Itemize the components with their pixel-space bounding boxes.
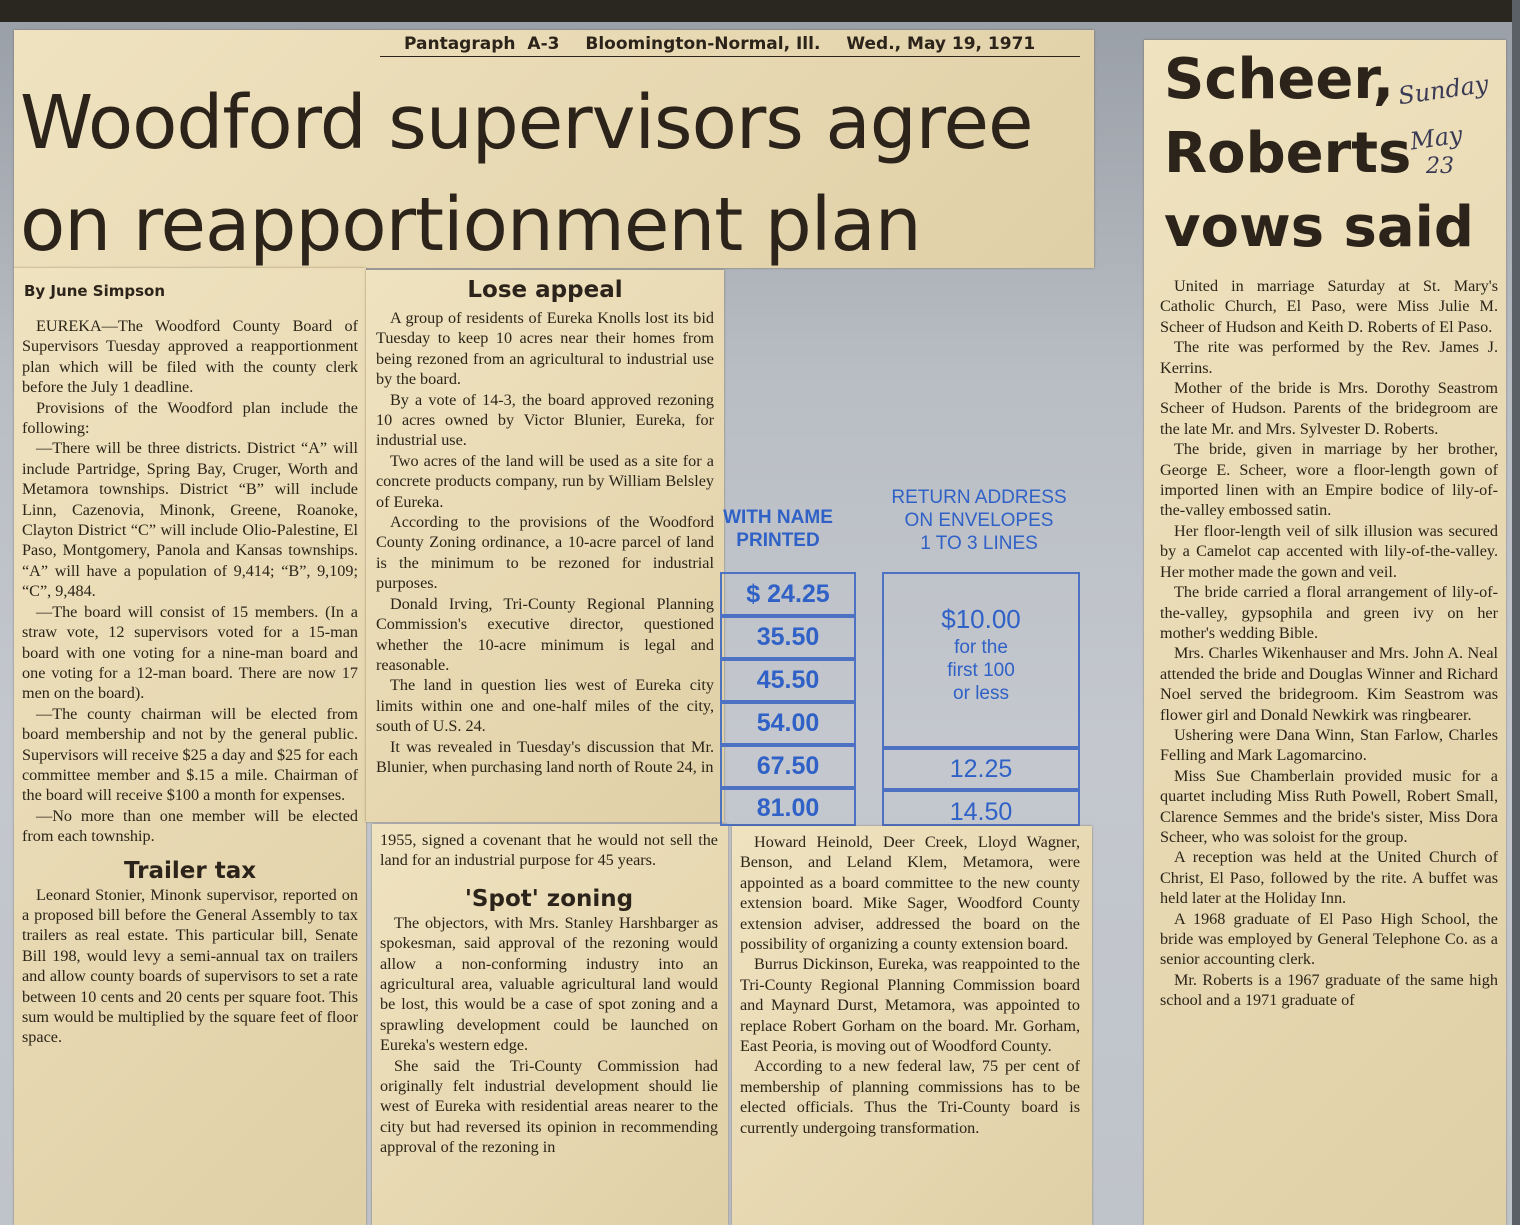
paragraph: A reception was held at the United Church of Christ, El Paso, followed by the rite. A buffet was held later at the Holiday Inn. (1160, 848, 1498, 908)
wedding-headline-line1: Scheer, (1164, 47, 1395, 112)
paragraph: The rite was performed by the Rev. James J. Kerrins. (1160, 338, 1498, 377)
paragraph: —The county chairman will be elected from board membership and not by the general public. Supervisors will receive $25 a day and $25 for each committee member and $.15 a mile. Chairman of the board will receive $100 a month for expenses. (22, 704, 358, 805)
ad-left-heading (718, 506, 838, 552)
main-headline-line1: Woodford supervisors agree (20, 80, 1033, 166)
paragraph: According to the provisions of the Woodford County Zoning ordinance, a 10-acre parcel of land is the minimum to be rezoned for industrial purposes. (376, 513, 714, 593)
ad-price: 54.00 (756, 709, 820, 737)
envelope-ad (724, 270, 1144, 826)
wedding-headline-line2: Roberts (1164, 121, 1412, 186)
byline: By June Simpson (24, 282, 165, 300)
ad-price-cell (720, 659, 856, 702)
paragraph: A 1968 graduate of El Paso High School, the bride was employed by General Telephone Co. as a senior accounting clerk. (1160, 909, 1498, 969)
ad-price-cell (720, 702, 856, 745)
ad-price-cell (882, 790, 1080, 826)
paragraph: EUREKA—The Woodford County Board of Supervisors Tuesday approved a reapportionment plan which will be filed with the county clerk before the July 1 deadline. (22, 317, 358, 397)
masthead-paper: Pantagraph (404, 34, 516, 54)
page-edge (1512, 0, 1520, 1225)
paragraph: The objectors, with Mrs. Stanley Harshbarger as spokesman, said approval of the rezoning would allow a non-conforming industry into an agricultural area, valuable agricultural land would be lost, this would be a case of spot zoning and a sprawling development could be launched on Eureka's western edge. (380, 913, 718, 1055)
ad-right-heading (874, 486, 1084, 555)
paragraph: —There will be three districts. District “A” will include Partridge, Spring Bay, Cruger, Worth and Metamora townships. District “B” will include Linn, Cazenovia, Minonk, Greene, Roanoke, Clayton District “C” will include Olio-Palestine, El Paso, Montgomery, Panola and Kansas townships. “A” will have a population of 9,414; “B”, 9,109; “C”, 9,484. (22, 439, 358, 601)
paragraph: Ushering were Dana Winn, Stan Farlow, Charles Felling and Mark Lagomarcino. (1160, 725, 1498, 765)
paragraph: A group of residents of Eureka Knolls lost its bid Tuesday to keep 10 acres near their homes from being rezoned from an agricultural to industrial use by the board. (376, 309, 714, 389)
wedding-text (1160, 276, 1498, 1011)
ad-left-heading-line2: PRINTED (736, 530, 820, 551)
ad-price: 12.25 (949, 754, 1013, 783)
paragraph: Burrus Dickinson, Eureka, was reappointed to the Tri-County Regional Planning Commission board and Maynard Durst, Metamora, was appointed to replace Robert Gorham on the board. Mr. Gorham, East Peoria, is moving out of Woodford County. (740, 955, 1080, 1056)
masthead-place: Bloomington-Normal, Ill. (585, 34, 821, 54)
ad-price-cell (720, 572, 856, 616)
ad-price: 81.00 (756, 794, 820, 822)
lose-appeal-text (376, 308, 714, 777)
ad-price-cell (720, 788, 856, 826)
ad-big-price-cell (882, 572, 1080, 748)
paragraph: Mrs. Charles Wikenhauser and Mrs. John A. Neal attended the bride and Douglas Winner and Richard Noel served the bridegroom. Kim Seastrom was flower girl and Donald Newkirk was ringbearer. (1160, 644, 1498, 724)
paragraph: Howard Heinold, Deer Creek, Lloyd Wagner, Benson, and Leland Klem, Metamora, were appointed as a board committee to the new county extension board. Mike Sager, Woodford County extension adviser, addressed the board on the possibility of organizing a county extension board. (740, 833, 1080, 954)
ad-left-heading-line1: WITH NAME (723, 507, 833, 528)
ad-price: 67.50 (756, 752, 820, 780)
ad-price: 35.50 (756, 623, 820, 651)
handwritten-note-date: 23 (1426, 154, 1454, 179)
ad-price: 14.50 (949, 798, 1013, 826)
paragraph: Provisions of the Woodford plan include the following: (22, 398, 358, 438)
ad-price: $ 24.25 (746, 579, 830, 608)
lose-appeal-subhead: Lose appeal (467, 277, 623, 303)
ad-right-heading-line2: ON ENVELOPES (904, 510, 1054, 531)
ad-big-price: $10.00 (941, 604, 1021, 634)
paragraph: Her floor-length veil of silk illusion was secured by a Camelot cap accented with lily-of-the-valley. Her mother made the gown and veil. (1160, 521, 1498, 581)
paragraph: The bride, given in marriage by her brother, George E. Scheer, wore a floor-length gown of imported linen with an Empire bodice of lily-of-the-valley embossed satin. (1160, 440, 1498, 520)
ad-right-heading-line3: 1 TO 3 LINES (920, 533, 1038, 554)
spot-zoning-text (380, 830, 718, 1158)
ad-price-cell (882, 748, 1080, 790)
paragraph: Mother of the bride is Mrs. Dorothy Seastrom Scheer of Hudson. Parents of the bridegroom are the late Mr. and Mrs. Sylvester D. Roberts. (1160, 379, 1498, 438)
handwritten-note-month: May (1408, 120, 1465, 156)
headline-clipping (14, 30, 1094, 268)
paragraph: —No more than one member will be elected from each township. (22, 806, 358, 846)
spot-zoning-clipping (372, 824, 728, 1225)
column-four-clipping (732, 826, 1092, 1225)
ad-big-line1: for the (954, 637, 1008, 658)
paragraph: Two acres of the land will be used as a site for a concrete products company, run by William Belsley of Eureka. (376, 451, 714, 511)
ad-right-heading-line1: RETURN ADDRESS (891, 487, 1067, 508)
paragraph: Donald Irving, Tri-County Regional Planning Commission's executive director, questioned whether the 10-acre minimum is legal and reasonable. (376, 594, 714, 674)
masthead-page: A-3 (527, 34, 560, 54)
wedding-clipping (1144, 40, 1506, 1225)
paragraph: It was revealed in Tuesday's discussion that Mr. Blunier, when purchasing land north of Route 24, in (376, 737, 714, 776)
paragraph: Mr. Roberts is a 1967 graduate of the same high school and a 1971 graduate of (1160, 970, 1498, 1010)
column-one-text (22, 316, 358, 1048)
paragraph: The land in question lies west of Eureka city limits within one and one-half miles of the city, south of U.S. 24. (376, 676, 714, 736)
paragraph: 1955, signed a covenant that he would not sell the land for an industrial purpose for 45 years. (380, 831, 718, 870)
column-one-clipping (14, 268, 366, 1225)
wedding-headline-line3: vows said (1164, 195, 1474, 260)
ad-price-cell (720, 745, 856, 788)
paragraph: The bride carried a floral arrangement of lily-of-the-valley, gypsophila and green ivy on her mother's wedding Bible. (1160, 583, 1498, 642)
ad-big-line3: or less (953, 683, 1009, 704)
paragraph: Miss Sue Chamberlain provided music for a quartet including Miss Ruth Powell, Robert Small, Clarence Semmes and the bride's sister, Miss Dora Scheer, who was soloist for the group. (1160, 766, 1498, 846)
paragraph: According to a new federal law, 75 per cent of membership of planning commissions has to be elected officials. Thus the Tri-County board is currently undergoing transformation. (740, 1057, 1080, 1137)
paragraph: She said the Tri-County Commission had originally felt industrial development should lie west of Eureka with residential areas nearer to the city but had reversed its opinion in recommending approval of the rezoning in (380, 1056, 718, 1157)
trailer-tax-subhead: Trailer tax (123, 857, 257, 884)
masthead (380, 34, 1080, 57)
main-headline-line2: on reapportionment plan (20, 182, 921, 268)
masthead-date: Wed., May 19, 1971 (846, 34, 1036, 54)
paragraph: —The board will consist of 15 members. (In a straw vote, 12 supervisors voted for a 15-man board with one voting for a nine-man board and one voting for a 12-man board. There are now 17 men on the board). (22, 602, 358, 703)
lose-appeal-clipping (366, 270, 724, 822)
ad-price: 45.50 (756, 666, 820, 694)
ad-big-line2: first 100 (947, 660, 1015, 681)
paragraph: Leonard Stonier, Minonk supervisor, reported on a proposed bill before the General Assembly to tax trailers as real estate. This particular bill, Senate Bill 198, would levy a semi-annual tax on trailers and allow county boards of supervisors to set a rate between 10 cents and 20 cents per square foot. This sum would be multiplied by the square feet of floor space. (22, 885, 358, 1047)
paragraph: By a vote of 14-3, the board approved rezoning 10 acres owned by Victor Blunier, Eureka, for industrial use. (376, 390, 714, 450)
handwritten-note-day: Sunday (1396, 69, 1491, 111)
spot-zoning-subhead: 'Spot' zoning (464, 885, 634, 912)
column-four-text (740, 832, 1080, 1138)
paragraph: United in marriage Saturday at St. Mary's Catholic Church, El Paso, were Miss Julie M. Scheer of Hudson and Keith D. Roberts of El Paso. (1160, 277, 1498, 336)
ad-price-cell (720, 616, 856, 659)
